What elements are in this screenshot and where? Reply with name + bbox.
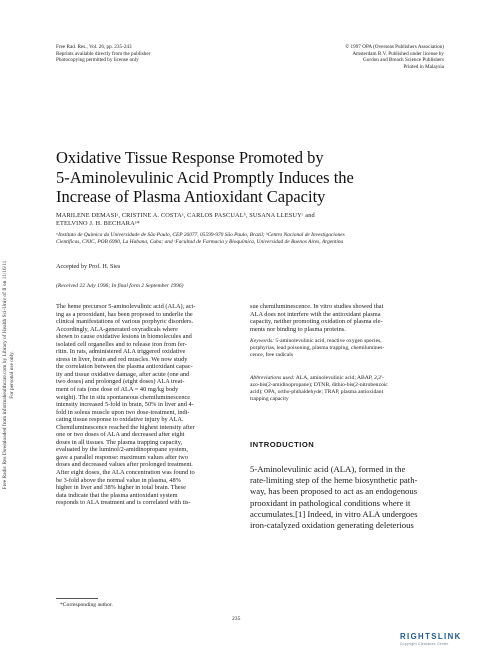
abstract-line: ritin. In rats, administered ALA triggered oxidative	[56, 348, 186, 356]
download-watermark-line1: Free Radic Res Downloaded from informahealthcare.com by Library of Health Sci-Univ of Il on 11/16/11	[2, 260, 8, 490]
accepted-by: Accepted by Prof. H. Sies	[56, 263, 121, 270]
rightslink-logo[interactable]	[400, 632, 472, 656]
abbreviations-text: ALA, aminolevulinic acid; ABAP, 2,2'-	[294, 375, 384, 381]
keywords-label: Keywords:	[250, 338, 275, 344]
abbreviations-line: trapping capacity	[250, 396, 289, 402]
abstract-line: Chemiluminescence reached the highest intensity after	[56, 423, 195, 431]
introduction-text	[250, 464, 446, 531]
keywords-line: cence, free radicals	[250, 352, 294, 358]
copyright-notice	[262, 44, 444, 70]
download-watermark	[2, 160, 36, 590]
abstract-line: one or two doses of ALA and decreased after eight	[56, 431, 185, 439]
affiliation-line: Científicas, CNIC, POB 6990, La Habana, Cuba; and ᶜFacultad de Farmacia y Bioquímica, Universidad de Buenos Aires, Argentina	[56, 239, 344, 245]
abstract-line: shown to cause oxidative lesions in biomolecules and	[56, 333, 192, 341]
keywords-line: porphyrias, lead poisoning, plasma trapping, chemilumines-	[250, 345, 385, 351]
introduction-line: 5-Aminolevulinic acid (ALA), formed in the	[250, 464, 406, 474]
abstract-right-column	[250, 303, 446, 333]
journal-citation-line: Photocopying permitted by license only	[56, 57, 139, 64]
copyright-line: Printed in Malaysia	[403, 63, 444, 70]
journal-citation-line: Free Rad. Res., Vol. 26, pp. 235-243	[56, 44, 132, 50]
rightslink-wordmark: RIGHTSLINK	[400, 632, 462, 641]
introduction-line: prooxidant in pathological conditions where it	[250, 497, 411, 508]
journal-citation	[56, 44, 226, 64]
abstract-left-column	[56, 303, 242, 507]
section-heading-introduction: INTRODUCTION	[250, 440, 315, 449]
abstract-line: intensity increased 5-fold in brain, 50% in liver and 4-	[56, 401, 194, 409]
abstract-line: higher in liver and 38% higher in total brain. These	[56, 484, 186, 492]
copyright-line: Gordon and Breach Science Publishers	[363, 57, 444, 64]
copyright-line: © 1997 OPA (Overseas Publishers Association)	[345, 44, 444, 50]
abstract-line: weight). The in situ spontaneous chemiluminescence	[56, 393, 191, 401]
page-number: 235	[232, 616, 241, 622]
received-dates: (Received 22 July 1996; In final form 2 September 1996)	[56, 283, 184, 289]
author-list	[56, 212, 446, 228]
keywords-line	[250, 338, 446, 345]
rightslink-tagline: Copyright Clearance Center	[400, 642, 449, 646]
abstract-line: fold in soleus muscle upon two dose-treatment, indi-	[56, 408, 190, 416]
abstract-line: data indicate that the plasma antioxidant system	[56, 491, 178, 499]
abbreviations-block	[250, 375, 446, 403]
copyright-line: Amsterdam B.V. Published under license by	[352, 50, 444, 57]
download-watermark-line2: For personal use only.	[9, 351, 15, 399]
abbreviations-label: Abbreviations used:	[250, 375, 295, 381]
article-title-line: 5-Aminolevulinic Acid Promptly Induces the	[56, 167, 354, 187]
abstract-line: stress in liver, brain and red muscles. We now study	[56, 355, 188, 363]
abbreviations-line: azo-bis(2-amidinopropane); DTNB, dithio-bis(2-nitrobenzoic	[250, 382, 388, 388]
abstract-line: After eight doses, the ALA concentration was found to	[56, 469, 195, 477]
abbreviations-line: acid); OPA, ortho-phthaldehyde; TRAP, plasma antioxidant	[250, 389, 384, 395]
introduction-line: accumulates.[1] Indeed, in vitro ALA undergoes	[250, 508, 418, 519]
abstract-line: clinical manifestations of various porphyric disorders.	[56, 318, 194, 326]
abstract-line: evaluated by the luminol/2-amidinopropane system,	[56, 446, 188, 454]
keywords-block	[250, 338, 446, 359]
abstract-line: the correlation between the plasma antioxidant capac-	[56, 363, 193, 371]
introduction-line: way, has been proposed to act as an endogenous	[250, 486, 418, 497]
footnote-divider	[56, 598, 98, 599]
abstract-line: doses and decreased values after prolonged treatment.	[56, 461, 193, 469]
abstract-line: ments nor binding to plasma proteins.	[250, 325, 346, 333]
abstract-line: responds to ALA treatment and is correlated with tis-	[56, 499, 191, 507]
introduction-line: iron-catalyzed oxidation generating deleterious	[250, 520, 414, 531]
article-title-line: Oxidative Tissue Response Promoted by	[56, 148, 324, 167]
author-line: ETELVINO J. H. BECHARAᵃ*	[56, 220, 140, 228]
abstract-line: ity and tissue oxidative damage, after acute (one and	[56, 370, 190, 378]
affiliation-line: ᵃInstituto de Química da Universidade de São Paulo, CEP 26077, 05599-970 São Paulo, Brazil; ᵇCentro Nacional de Investigaciones	[56, 232, 345, 238]
abstract-line: two doses) and prolonged (eight doses) ALA treat-	[56, 378, 185, 386]
abstract-line: cating tissue response to oxidative injury by ALA.	[56, 416, 184, 424]
abstract-line: be 3-fold above the normal value in plasma, 48%	[56, 476, 181, 484]
abstract-line: ment of rats (one dose of ALA = 40 mg/kg body	[56, 386, 179, 394]
abstract-line: sue chemiluminescence. In vitro studies showed that	[250, 303, 384, 310]
article-title-line: Increase of Plasma Antioxidant Capacity	[56, 187, 326, 206]
abstract-line: The heme precursor 5-aminolevulinic acid (ALA), act-	[56, 303, 196, 310]
keywords-text: 5-aminolevulinic acid, reactive oxygen species,	[274, 338, 382, 344]
author-line: MARILENE DEMASIᵃ, CRISTINE A. COSTAᵃ, CARLOS PASCUALᵇ, SUSANA LLESUYᶜ and	[56, 212, 315, 219]
corresponding-author-footnote: *Corresponding author.	[60, 602, 113, 608]
abstract-line: capacity, neither promoting oxidation of plasma ele-	[250, 318, 383, 326]
abstract-line: ALA does not interfere with the antioxidant plasma	[250, 310, 381, 318]
article-title	[56, 148, 416, 207]
introduction-line: rate-limiting step of the heme biosynthetic path-	[250, 475, 418, 486]
affiliations	[56, 232, 446, 246]
abstract-line: ing as a prooxidant, has been proposed to underlie the	[56, 310, 193, 318]
abstract-line: gave a parallel response: maximum values after two	[56, 453, 188, 461]
abstract-line: doses in all tissues. The plasma trapping capacity,	[56, 438, 183, 446]
abstract-line: Accordingly, ALA-generated oxyradicals where	[56, 325, 178, 333]
journal-citation-line: Reprints available directly from the publisher	[56, 50, 151, 57]
abstract-line: isolated cell organelles and to release iron from fer-	[56, 340, 187, 348]
abbreviations-line	[250, 375, 446, 382]
